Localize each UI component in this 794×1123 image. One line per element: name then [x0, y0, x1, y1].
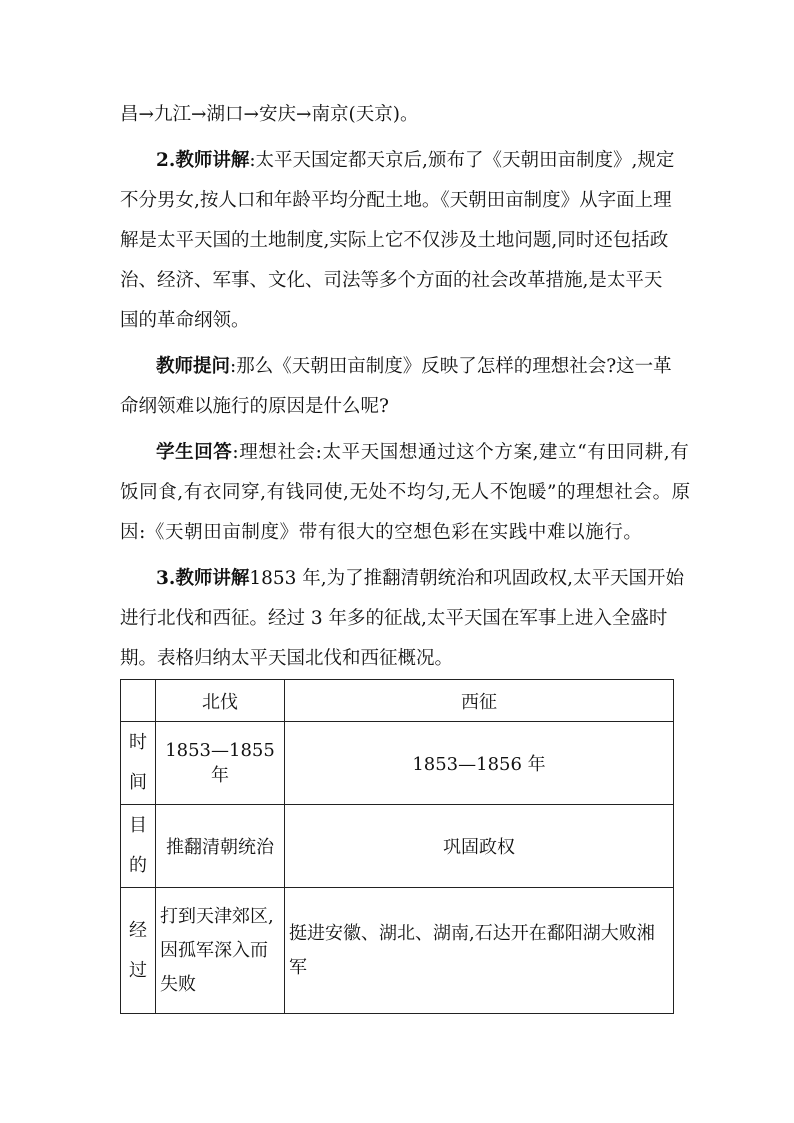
process-north-cell: 打到天津郊区, 因孤军深入而 失败 [156, 888, 285, 1014]
table-row [121, 722, 674, 805]
paragraph-line-11: 因:《天朝田亩制度》带有很大的空想色彩在实践中难以施行。 [120, 522, 643, 543]
paragraph-line-1: 昌→九江→湖口→安庆→南京(天京)。 [120, 104, 419, 125]
table-header-cell-empty [121, 680, 156, 722]
paragraph-line-5: 治、经济、军事、文化、司法等多个方面的社会改革措施,是太平天 [120, 270, 663, 291]
table-header-row [121, 680, 674, 722]
paragraph-line-4: 解是太平天国的土地制度,实际上它不仅涉及土地问题,同时还包括政 [120, 230, 669, 251]
paragraph-line-14: 期。表格归纳太平天国北伐和西征概况。 [120, 648, 454, 669]
table-row [121, 888, 674, 1014]
table-header-cell-west: 西征 [285, 680, 674, 722]
purpose-north-cell: 推翻清朝统治 [156, 805, 285, 888]
paragraph-line-8: 命纲领难以施行的原因是什么呢? [120, 396, 389, 417]
time-west-cell: 1853—1856 年 [285, 722, 674, 805]
paragraph-line-12: 3.教师讲解1853 年,为了推翻清朝统治和巩固政权,太平天国开始 [156, 568, 685, 589]
teacher-explain-label: 2.教师讲解 [156, 150, 250, 171]
paragraph-line-10: 饭同食,有衣同穿,有钱同使,无处不均匀,无人不饱暖”的理想社会。原 [120, 482, 691, 503]
table-header-cell-north: 北伐 [156, 680, 285, 722]
paragraph-line-9: 学生回答:理想社会:太平天国想通过这个方案,建立“有田同耕,有 [156, 442, 690, 463]
table-row [121, 805, 674, 888]
process-west-cell: 挺进安徽、湖北、湖南,石达开在鄱阳湖大败湘 军 [285, 888, 674, 1014]
row-label-time: 时 间 [121, 722, 156, 805]
purpose-west-cell: 巩固政权 [285, 805, 674, 888]
campaign-summary-table [120, 679, 674, 1014]
teacher-question-label: 教师提问 [156, 356, 231, 377]
row-label-process: 经 过 [121, 888, 156, 1014]
paragraph-line-2: 2.教师讲解:太平天国定都天京后,颁布了《天朝田亩制度》,规定 [156, 150, 675, 171]
row-label-purpose: 目 的 [121, 805, 156, 888]
student-answer-label: 学生回答 [156, 442, 233, 463]
paragraph-line-3: 不分男女,按人口和年龄平均分配土地。《天朝田亩制度》从字面上理 [120, 190, 672, 211]
paragraph-line-6: 国的革命纲领。 [120, 310, 250, 331]
teacher-explain-label-2: 3.教师讲解 [156, 568, 250, 589]
paragraph-line-7: 教师提问:那么《天朝田亩制度》反映了怎样的理想社会?这一革 [156, 356, 672, 377]
paragraph-line-13: 进行北伐和西征。经过 3 年多的征战,太平天国在军事上进入全盛时 [120, 608, 668, 629]
time-north-cell: 1853—1855 年 [156, 722, 285, 805]
